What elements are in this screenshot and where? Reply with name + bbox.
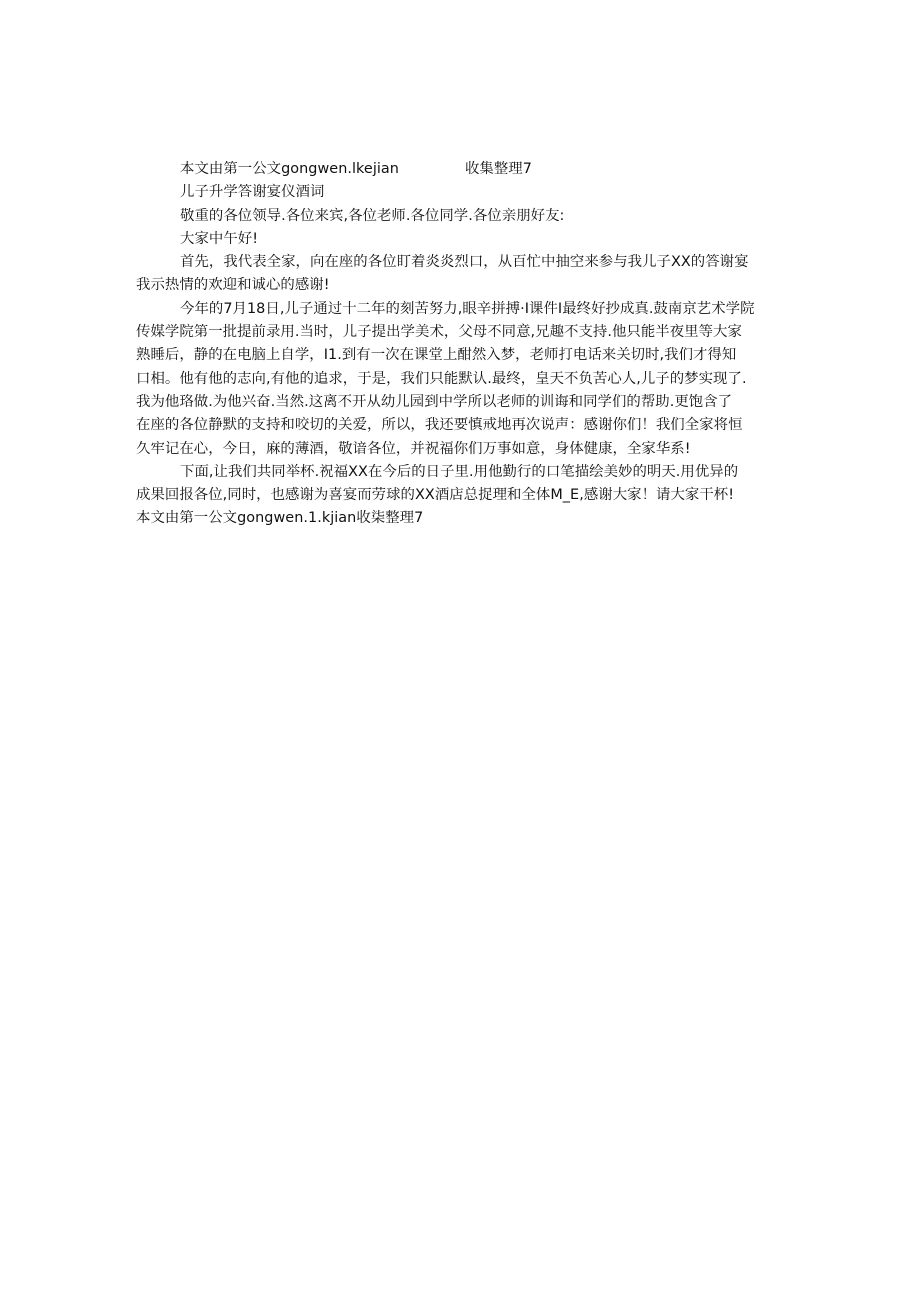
document-title: 儿子升学答谢宴仪酒词 [180,184,325,201]
paragraph-line: 我示热情的欢迎和诚心的感谢! [136,277,330,294]
paragraph-line: 传媒学院第一批提前录用.当时，儿子提出学美术，父母不同意,兄趣不支持.他只能半夜里等大家 [136,324,742,341]
paragraph-line: 下面,让我们共同举杯.祝福XX在今后的日子里.用他勤行的口笔描绘美妙的明天.用优异的 [180,463,739,480]
paragraph-line: 口相。他有他的志向,有他的追求，于是，我们只能默认.最终，皇天不负苦心人,儿子的梦实现了. [136,370,747,387]
source-footer: 本文由第一公文gongwen.1.kjian收柒整理7 [136,510,424,527]
paragraph-3 [136,461,786,508]
paragraph-line: 首先，我代表全家，向在座的各位盯着炎炎烈口，从百忙中抽空来参与我儿子XX的答谢宴 [180,254,749,271]
source-header [136,158,786,181]
paragraph-line: 成果回报各位,同时，也感谢为喜宴而劳球的XX酒店总捉理和全体M_E,感谢大家！请大家干杯! [136,487,735,504]
paragraph-line: 我为他珞做.为他兴奋.当然.这离不开从幼儿园到中学所以老师的训诲和同学们的帮助.更饱含了 [136,393,733,410]
paragraph-line: 今年的7月18日,儿子通过十二年的刻苦努力,眼辛拼搏·I课件I最终好抄成真.鼓南京艺术学院 [180,300,755,317]
greeting: 大家中午好! [180,230,259,247]
paragraph-2 [136,298,786,461]
source-header-suffix: 收集整理7 [464,161,532,177]
source-header-prefix: 本文由第一公文gongwen.lkejian [180,161,399,177]
document-body [136,158,786,531]
paragraph-line: 熟睡后，静的在电脑上自学，I1.到有一次在课堂上酣然入梦，老师打电话来关切时,我们才得知 [136,347,737,364]
salutation: 敬重的各位领导.各位来宾,各位老师.各位同学.各位亲朋好友: [180,207,565,224]
paragraph-line: 久牢记在心，今日，麻的薄酒，敬谙各位，并祝福你们万事如意，身体健康，全家华系! [136,440,691,457]
paragraph-line: 在座的各位静默的支持和咬切的关爱，所以，我还要慎戒地再次说声：感谢你们！我们全家将恒 [136,417,743,434]
paragraph-1 [136,251,786,298]
